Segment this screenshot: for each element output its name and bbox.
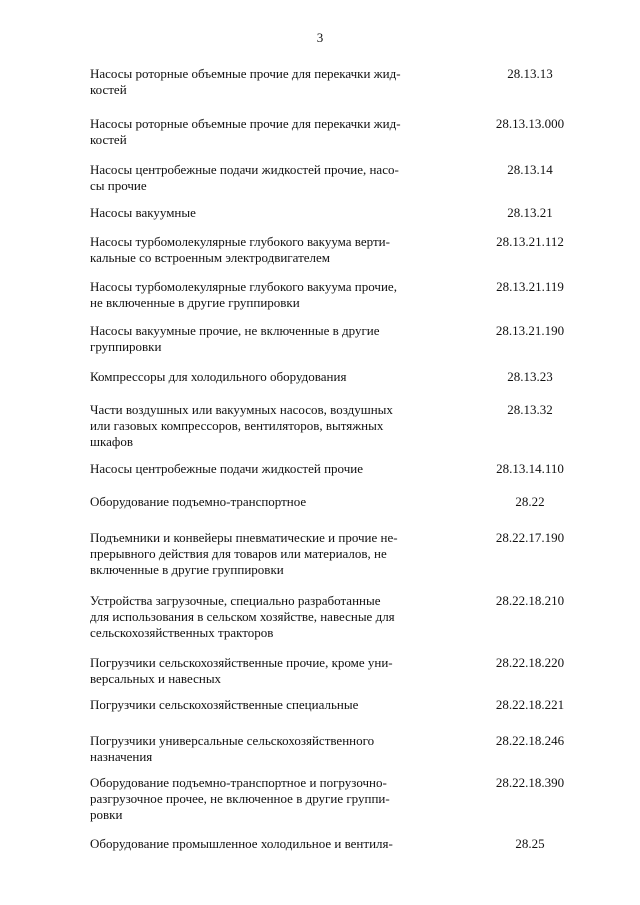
row-code: 28.22.18.210 bbox=[495, 593, 565, 608]
table-row bbox=[90, 775, 610, 823]
table-row bbox=[90, 369, 610, 385]
row-description: Насосы центробежные подачи жидкостей прочие bbox=[90, 461, 363, 476]
table-row bbox=[90, 205, 610, 221]
row-code: 28.13.32 bbox=[507, 402, 553, 417]
row-description: Части воздушных или вакуумных насосов, воздушных или газовых компрессоров, вентиляторов, вытяжных шкафов bbox=[90, 402, 393, 449]
row-description: Погрузчики сельскохозяйственные специальные bbox=[90, 697, 359, 712]
table-row bbox=[90, 116, 610, 148]
row-description: Насосы вакуумные bbox=[90, 205, 196, 220]
row-description: Оборудование подъемно-транспортное и погрузочно- разгрузочное прочее, не включенное в другие группи- ровки bbox=[90, 775, 390, 822]
row-code: 28.13.21 bbox=[507, 205, 553, 220]
table-row bbox=[90, 402, 610, 450]
row-code: 28.22.18.220 bbox=[495, 655, 565, 670]
row-description: Погрузчики сельскохозяйственные прочие, кроме уни- версальных и навесных bbox=[90, 655, 393, 686]
row-description: Насосы вакуумные прочие, не включенные в другие группировки bbox=[90, 323, 380, 354]
row-code: 28.25 bbox=[515, 836, 545, 851]
row-description: Оборудование подъемно-транспортное bbox=[90, 494, 307, 509]
row-code: 28.13.21.112 bbox=[496, 234, 564, 249]
table-row bbox=[90, 530, 610, 578]
table-row bbox=[90, 697, 610, 713]
table-row bbox=[90, 836, 610, 852]
row-description: Насосы центробежные подачи жидкостей прочие, насо- сы прочие bbox=[90, 162, 399, 193]
row-code: 28.22 bbox=[515, 494, 545, 509]
table-row bbox=[90, 162, 610, 194]
row-code: 28.22.18.390 bbox=[495, 775, 565, 790]
row-description: Подъемники и конвейеры пневматические и прочие не- прерывного действия для товаров или материалов, не включенные в другие группировки bbox=[90, 530, 398, 577]
row-description: Оборудование промышленное холодильное и вентиля- bbox=[90, 836, 393, 851]
table-row bbox=[90, 279, 610, 311]
row-description: Устройства загрузочные, специально разработанные для использования в сельском хозяйстве, навесные для сельскохозяйственных тракторов bbox=[90, 593, 395, 640]
row-code: 28.13.14.110 bbox=[496, 461, 564, 476]
row-code: 28.22.17.190 bbox=[495, 530, 565, 545]
table-row bbox=[90, 234, 610, 266]
table-row bbox=[90, 461, 610, 477]
table-row bbox=[90, 733, 610, 765]
table-row bbox=[90, 323, 610, 355]
row-description: Насосы роторные объемные прочие для перекачки жид- костей bbox=[90, 116, 401, 147]
row-code: 28.13.13 bbox=[507, 66, 553, 81]
row-code: 28.13.21.190 bbox=[495, 323, 565, 338]
row-description: Насосы турбомолекулярные глубокого вакуума верти- кальные со встроенным электродвигателем bbox=[90, 234, 390, 265]
row-description: Насосы турбомолекулярные глубокого вакуума прочие, не включенные в другие группировки bbox=[90, 279, 397, 310]
row-code: 28.13.14 bbox=[507, 162, 553, 177]
row-code: 28.22.18.246 bbox=[495, 733, 565, 748]
row-code: 28.13.13.000 bbox=[495, 116, 565, 131]
row-code: 28.13.21.119 bbox=[496, 279, 564, 294]
row-description: Насосы роторные объемные прочие для перекачки жид- костей bbox=[90, 66, 401, 97]
table-row bbox=[90, 66, 610, 98]
row-description: Погрузчики универсальные сельскохозяйственного назначения bbox=[90, 733, 375, 764]
row-description: Компрессоры для холодильного оборудования bbox=[90, 369, 347, 384]
table-row bbox=[90, 494, 610, 510]
table-row bbox=[90, 655, 610, 687]
table-row bbox=[90, 593, 610, 641]
row-code: 28.22.18.221 bbox=[495, 697, 565, 712]
row-code: 28.13.23 bbox=[507, 369, 553, 384]
page-number: 3 bbox=[316, 30, 324, 45]
